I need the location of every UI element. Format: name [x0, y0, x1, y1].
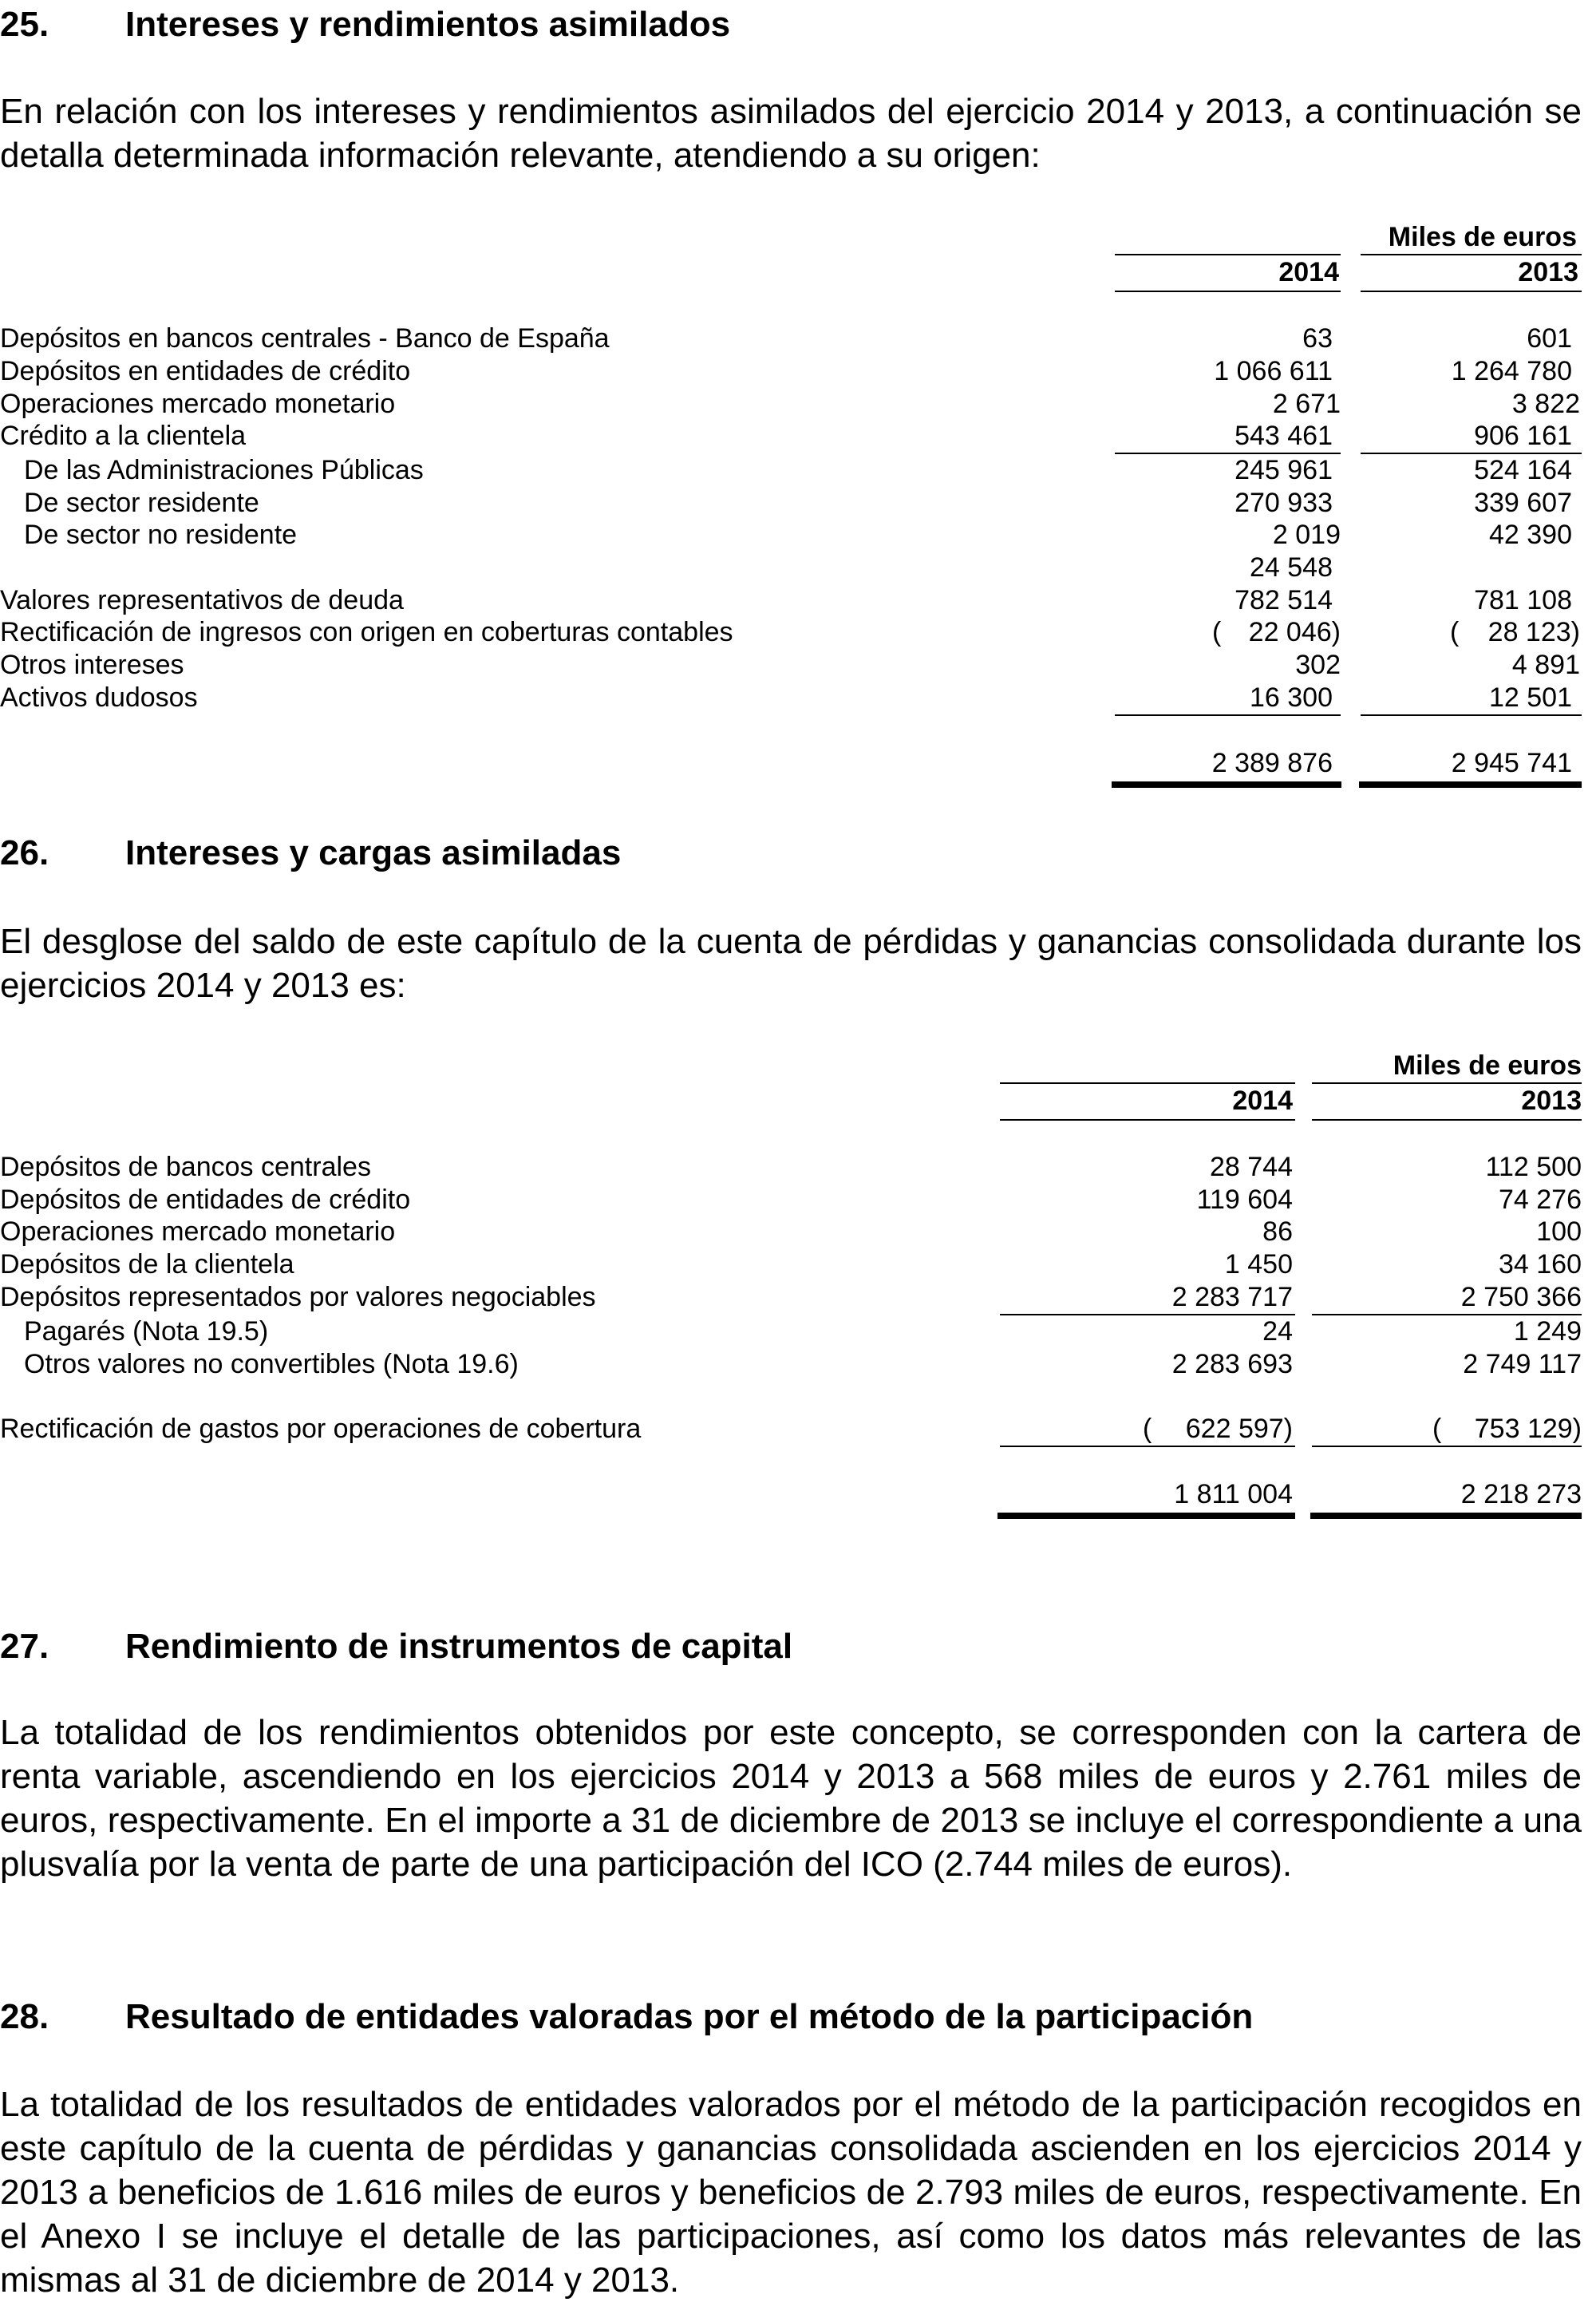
table-cell-2014-paren: ( [1143, 1414, 1152, 1444]
table-cell-2014: 270 933 [1235, 488, 1333, 518]
table-25-year-rule-2 [1361, 291, 1582, 292]
table-26-double-rule-2 [1310, 1513, 1582, 1519]
table-cell-2014: 245 961 [1235, 455, 1333, 485]
section-28-title: Resultado de entidades valoradas por el método de la participación [125, 1997, 1254, 2036]
table-cell-2013-paren: ( [1450, 617, 1460, 647]
table-cell-2014: 2 019 [1272, 520, 1341, 550]
table-cell-2014: 119 604 [1196, 1185, 1293, 1215]
table-cell-2013: 112 500 [1485, 1152, 1582, 1182]
table-25-year-1: 2014 [1278, 257, 1339, 287]
table-26-header-rule-2 [1312, 1082, 1582, 1084]
section-27-paragraph: La totalidad de los rendimientos obtenidos por este concepto, se corresponden con la cartera de renta variable, ascendiendo en los ejercicios 2014 y 2013 a 568 miles de euros y 2.761 miles de euros, respectivamente. En el importe a 31 de diciembre de 2013 se incluye el correspondiente a una plusvalía por la venta de parte de una participación del ICO (2.744 miles de euros). [0, 1713, 1582, 1884]
table-cell-2014: 782 514 [1235, 585, 1333, 615]
table-cell-2014: 302 [1295, 650, 1341, 680]
table-cell-2014: 24 [1262, 1316, 1293, 1347]
table-26-subtotal-rule-2 [1312, 1314, 1582, 1315]
table-25-total-rule-1 [1115, 714, 1341, 716]
table-row-label: Rectificación de gastos por operaciones de cobertura [0, 1414, 642, 1444]
table-26-unit: Miles de euros [1393, 1050, 1582, 1081]
table-cell-2013: 1 264 780 [1451, 356, 1572, 386]
table-cell-2013-paren: ( [1432, 1414, 1442, 1444]
table-cell-2013: 2 750 366 [1460, 1282, 1582, 1312]
table-25-year-2: 2013 [1518, 257, 1578, 287]
table-cell-2013: 3 822 [1511, 389, 1580, 419]
table-cell-2014: 1 066 611 [1214, 356, 1333, 386]
table-cell-2013: 34 160 [1499, 1249, 1582, 1280]
table-row-label: Rectificación de ingresos con origen en coberturas contables [0, 617, 733, 647]
table-row-label: Otros intereses [0, 650, 184, 680]
table-cell-2014: 16 300 [1250, 682, 1333, 713]
table-cell-2014: 86 [1262, 1216, 1293, 1247]
table-row-label: Depósitos en bancos centrales - Banco de España [0, 323, 610, 354]
section-25-number: 25. [0, 5, 49, 44]
table-cell-2014: 63 [1302, 323, 1333, 354]
table-row-label: Otros valores no convertibles (Nota 19.6) [24, 1349, 519, 1379]
table-25-total-2013: 2 945 741 [1451, 748, 1572, 778]
table-25-total-2014: 2 389 876 [1211, 748, 1333, 778]
table-cell-2013: 524 164 [1474, 455, 1572, 485]
section-26-number: 26. [0, 833, 49, 872]
table-25-header-rule-1 [1115, 254, 1341, 255]
table-row-label: Depósitos de la clientela [0, 1249, 294, 1280]
table-25-header-rule-2 [1361, 254, 1582, 255]
table-cell-2014: 2 283 693 [1171, 1349, 1293, 1379]
table-row-label: De las Administraciones Públicas [24, 455, 424, 485]
table-25-unit: Miles de euros [1388, 222, 1577, 252]
table-row-label: Depósitos de bancos centrales [0, 1152, 371, 1182]
table-cell-2013: 906 161 [1474, 421, 1572, 451]
table-cell-2013: 601 [1527, 323, 1572, 354]
table-row-label: Activos dudosos [0, 682, 198, 713]
table-cell-2014: 2 283 717 [1171, 1282, 1293, 1312]
table-cell-2013: 4 891 [1511, 650, 1580, 680]
section-25-title: Intereses y rendimientos asimilados [125, 5, 731, 44]
table-cell-2013: 100 [1536, 1216, 1582, 1247]
table-cell-2013: 42 390 [1489, 520, 1572, 550]
table-row-label: Crédito a la clientela [0, 421, 247, 451]
table-row-label: Pagarés (Nota 19.5) [24, 1316, 269, 1347]
table-cell-2014: 622 597) [1185, 1414, 1293, 1444]
table-cell-2014: 1 450 [1224, 1249, 1293, 1280]
section-27-title: Rendimiento de instrumentos de capital [125, 1627, 793, 1666]
table-cell-2013: 753 129) [1474, 1414, 1582, 1444]
section-28-paragraph: La totalidad de los resultados de entidades valorados por el método de la participación recogidos en este capítulo de la cuenta de pérdidas y ganancias consolidada ascienden en los ejercicios 2014 y 2013 a beneficios de 1.616 miles de euros y beneficios de 2.793 miles de euros, respectivamente. En el Anexo I se incluye el detalle de las participaciones, así como los datos más relevantes de las mismas al 31 de diciembre de 2014 y 2013. [0, 2085, 1582, 2300]
section-28-number: 28. [0, 1997, 49, 2036]
table-25-double-rule-1 [1112, 781, 1341, 788]
section-26-paragraph: El desglose del saldo de este capítulo de la cuenta de pérdidas y ganancias consolidada durante los ejercicios 2014 y 2013 es: [0, 922, 1582, 1005]
table-row-label: Depósitos de entidades de crédito [0, 1185, 411, 1215]
table-26-double-rule-1 [998, 1513, 1295, 1519]
table-25-subtotal-rule-2 [1361, 453, 1582, 454]
table-cell-2013: 2 749 117 [1463, 1349, 1582, 1379]
table-26-total-2014: 1 811 004 [1174, 1479, 1293, 1509]
table-26-subtotal-rule-1 [1000, 1314, 1295, 1315]
table-row-label: De sector residente [24, 488, 259, 518]
table-row-label: Valores representativos de deuda [0, 585, 404, 615]
table-cell-2014: 22 046) [1248, 617, 1341, 647]
table-cell-2013: 1 249 [1513, 1316, 1582, 1347]
table-cell-2013: 74 276 [1499, 1185, 1582, 1215]
table-26-total-rule-1 [1000, 1446, 1295, 1447]
table-cell-2013: 12 501 [1489, 682, 1572, 713]
table-26-year-2: 2013 [1521, 1086, 1582, 1116]
table-cell-2013: 28 123) [1487, 617, 1580, 647]
table-26-year-rule-1 [1000, 1119, 1295, 1121]
section-27-number: 27. [0, 1627, 49, 1666]
table-25-total-rule-2 [1361, 714, 1582, 716]
table-row-label: Depósitos representados por valores negociables [0, 1282, 596, 1312]
table-row-label: De sector no residente [24, 520, 298, 550]
table-cell-2013: 781 108 [1474, 585, 1572, 615]
table-26-year-1: 2014 [1232, 1086, 1293, 1116]
table-25-double-rule-2 [1359, 781, 1582, 788]
table-cell-2014: 2 671 [1272, 389, 1341, 419]
table-cell-2014-paren: ( [1212, 617, 1222, 647]
table-26-total-rule-2 [1312, 1446, 1582, 1447]
table-cell-2013: 339 607 [1474, 488, 1572, 518]
table-25-year-rule-1 [1115, 291, 1341, 292]
table-cell-2014: 24 548 [1250, 552, 1333, 583]
table-26-header-rule-1 [1000, 1082, 1295, 1084]
table-row-label: Depósitos en entidades de crédito [0, 356, 411, 386]
table-26-total-2013: 2 218 273 [1460, 1479, 1582, 1509]
table-row-label: Operaciones mercado monetario [0, 389, 396, 419]
table-26-year-rule-2 [1312, 1119, 1582, 1121]
section-25-paragraph: En relación con los intereses y rendimientos asimilados del ejercicio 2014 y 2013, a continuación se detalla determinada información relevante, atendiendo a su origen: [0, 92, 1582, 175]
table-cell-2014: 543 461 [1235, 421, 1333, 451]
table-row-label: Operaciones mercado monetario [0, 1216, 396, 1247]
table-cell-2014: 28 744 [1210, 1152, 1293, 1182]
table-25-subtotal-rule-1 [1115, 453, 1341, 454]
section-26-title: Intereses y cargas asimiladas [125, 833, 622, 872]
